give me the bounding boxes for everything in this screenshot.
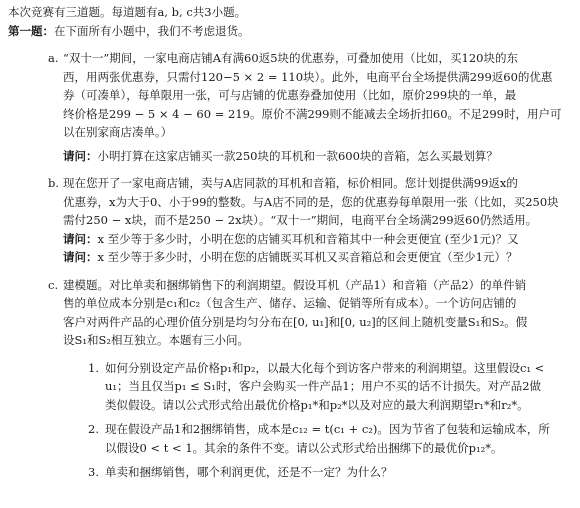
part-b-line: 需付250 − x块，而不是250 − 2x块）。“双十一”期间，电商平台全场满299返60仍然适用。 <box>63 213 538 227</box>
part-b-marker: b. <box>48 176 60 190</box>
part-c-sub-1-marker: 1. <box>88 360 99 375</box>
part-a-question <box>63 147 572 166</box>
part-a-line: “双十一”期间，一家电商店铺A有满60返5块的优惠券，可叠加使用（比如，买120块的东 <box>63 51 518 65</box>
part-a-line: 西，用两张优惠券，只需付120−5 × 2 = 110块）。此外，电商平台全场提供满299返60的优惠 <box>63 69 553 84</box>
part-b-question-1-label: 请问： <box>63 231 98 246</box>
part-a-line: 券（可凑单），每单限用一张，可与店铺的优惠券叠加使用（比如，原价299块的一单，最 <box>63 88 517 102</box>
part-b-question-1 <box>63 230 572 249</box>
part-a-line: 以在别家商店凑单。） <box>63 125 173 139</box>
part-c-marker: c. <box>48 277 59 292</box>
part-c-sub-2-line: 现在假设产品1和2捆绑销售，成本是c₁₂ = t(c₁ + c₂)。因为节省了包装和运输成本，所 <box>105 422 550 436</box>
part-c-sub-2 <box>8 420 572 457</box>
part-c-sub-2-line: 以假设0 < t < 1。其余的条件不变。请以公式形式给出捆绑下的最优价p₁₂*。 <box>105 440 503 455</box>
part-c-sub-3 <box>8 463 572 482</box>
part-c-sub-1-line: u₁；当且仅当p₁ ≤ S₁时，客户会购买一件产品1；用户不买的话不计损失。对产品2做 <box>105 379 542 393</box>
part-c-sub-3-marker: 3. <box>88 465 99 479</box>
intro-line: 本次竞赛有三道题。每道题有a, b, c共3小题。 <box>8 5 247 19</box>
part-b-question-1-text: x 至少等于多少时，小明在您的店铺买耳机和音箱其中一种会更便宜 (至少1元)？又 <box>97 231 519 246</box>
part-b <box>8 174 572 267</box>
question-one-heading <box>8 22 572 41</box>
question-one-text: 在下面所有小题中，我们不考虑退货。 <box>54 23 250 38</box>
part-b-question-2-text: x 至少等于多少时，小明在您的店铺既买耳机又买音箱总和会更便宜（至少1元）？ <box>97 250 518 264</box>
part-a-question-text: 小明打算在这家店铺买一款250块的耳机和一款600块的音箱，怎么买最划算？ <box>97 148 498 163</box>
part-b-line: 优惠券，x为大于0、小于99的整数。与A店不同的是，您的优惠券每单限用一张（比如，买250块 <box>63 194 559 209</box>
part-c-line: 客户对两件产品的心理价值分别是均匀分布在[0, u₁]和[0, u₂]的区间上随机变量S₁和S₂。假 <box>63 314 528 329</box>
part-a-line: 终价格是299 − 5 × 4 − 60 = 219。原价不满299则不能减去全场折扣60。不足299时，用户可 <box>63 106 562 121</box>
part-a-question-label: 请问： <box>63 148 98 163</box>
part-c-line: 售的单位成本分别是c₁和c₂（包含生产、储存、运输、促销等所有成本）。一个访问店铺的 <box>63 296 517 310</box>
part-c-line: 建模题。对比单卖和捆绑销售下的利润期望。假设耳机（产品1）和音箱（产品2）的单件销 <box>63 277 527 292</box>
part-c-sub-1-line: 类似假设。请以公式形式给出最优价格p₁*和p₂*以及对应的最大利润期望r₁*和r₂*。 <box>105 397 529 412</box>
part-b-question-2-label: 请问： <box>63 250 98 264</box>
part-c-sub-1-line: 如何分别设定产品价格p₁和p₂，以最大化每个到访客户带来的利润期望。这里假设c₁ < <box>105 360 545 375</box>
part-b-line: 现在您开了一家电商店铺，卖与A店同款的耳机和音箱，标价相同。您计划提供满99返x的 <box>63 176 518 190</box>
part-a <box>8 49 572 165</box>
question-one-label: 第一题： <box>8 23 54 38</box>
part-b-question-2 <box>63 248 572 267</box>
part-c <box>8 276 572 350</box>
part-c-sub-2-marker: 2. <box>88 422 99 436</box>
part-c-line: 设S₁和S₂相互独立。本题有三小问。 <box>63 333 249 347</box>
part-a-marker: a. <box>48 51 59 65</box>
part-c-sub-1 <box>8 359 572 415</box>
part-c-sub-3-line: 单卖和捆绑销售，哪个利润更优，还是不一定？为什么？ <box>105 465 393 479</box>
